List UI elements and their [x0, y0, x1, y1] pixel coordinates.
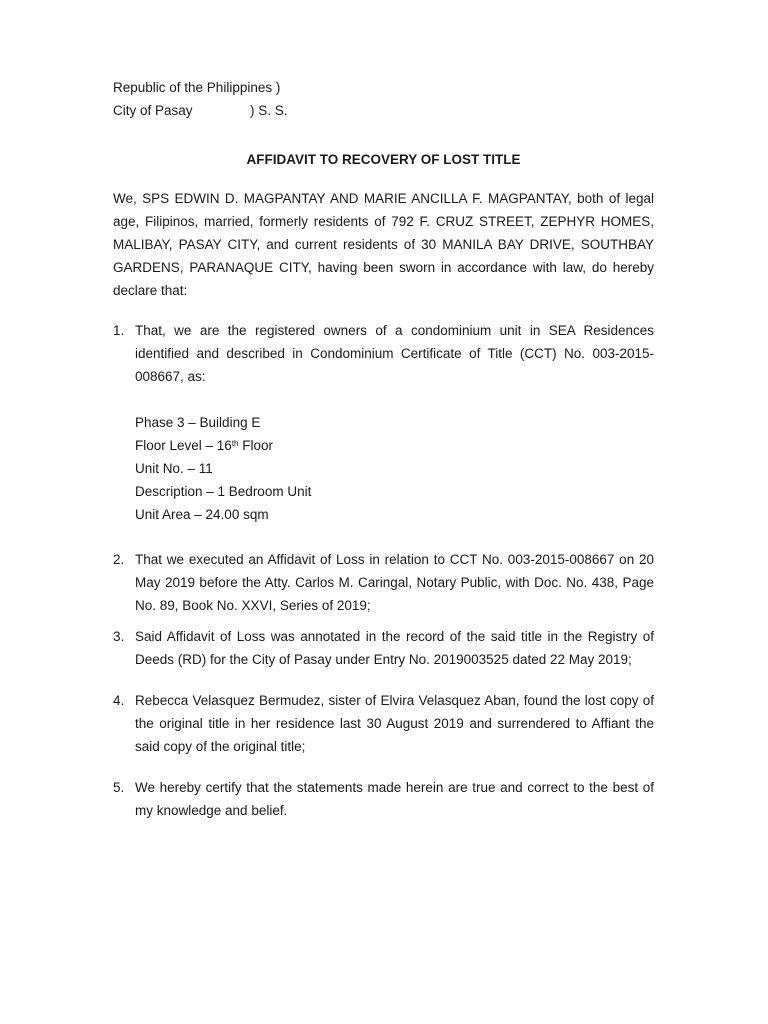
unit-floor — [135, 434, 654, 457]
item-body — [135, 319, 654, 526]
item-number: 3. — [113, 629, 125, 644]
venue-line-country — [113, 76, 654, 99]
venue-line-city — [113, 99, 654, 122]
item-number: 5. — [113, 780, 125, 795]
item-text: Rebecca Velasquez Bermudez, sister of Elvira Velasquez Aban, found the lost copy of the original title in her residence last 30 August 2019 and surrendered to Affiant the said copy of the original title; — [135, 693, 654, 754]
unit-area: Unit Area – 24.00 sqm — [135, 507, 269, 522]
item-text: We hereby certify that the statements made herein are true and correct to the best of my knowledge and belief. — [135, 780, 654, 818]
unit-floor-sup: th — [231, 439, 239, 448]
item-text: Said Affidavit of Loss was annotated in the record of the said title in the Registry of Deeds (RD) for the City of Pasay under Entry No. 2019003525 dated 22 May 2019; — [135, 629, 654, 667]
item-text: That, we are the registered owners of a condominium unit in SEA Residences identified and described in Condominium Certificate of Title (CCT) No. 003-2015-008667, as: — [135, 323, 654, 384]
unit-number: Unit No. – 11 — [135, 461, 213, 476]
venue-country: Republic of the Philippines ) — [113, 80, 281, 95]
item-number: 4. — [113, 693, 125, 708]
declaration-item — [113, 548, 654, 617]
venue-ss: ) S. S. — [250, 103, 288, 118]
venue-block — [113, 76, 654, 122]
declaration-item — [113, 319, 654, 526]
item-number: 2. — [113, 552, 125, 567]
declaration-list — [113, 319, 654, 822]
intro-paragraph: We, SPS EDWIN D. MAGPANTAY AND MARIE ANCILLA F. MAGPANTAY, both of legal age, Filipinos, married, formerly residents of 792 F. CRUZ STREET, ZEPHYR HOMES, MALIBAY, PASAY CITY, and current residents of 30 MANILA BAY DRIVE, SOUTHBAY GARDENS, PARANAQUE CITY, having been sworn in accordance with law, do hereby declare that: — [113, 191, 654, 298]
unit-details — [135, 411, 654, 526]
unit-description: Description – 1 Bedroom Unit — [135, 484, 312, 499]
unit-floor-prefix: Floor Level – 16 — [135, 438, 232, 453]
item-text: That we executed an Affidavit of Loss in relation to CCT No. 003-2015-008667 on 20 May 2019 before the Atty. Carlos M. Caringal, Notary Public, with Doc. No. 438, Page No. 89, Book No. XXVI, Series of 2019; — [135, 552, 654, 613]
item-number: 1. — [113, 323, 125, 338]
affidavit-document — [113, 76, 654, 822]
declaration-item — [113, 625, 654, 671]
document-title: AFFIDAVIT TO RECOVERY OF LOST TITLE — [246, 152, 521, 167]
venue-city: City of Pasay — [113, 103, 193, 118]
unit-phase: Phase 3 – Building E — [135, 415, 261, 430]
declaration-item — [113, 776, 654, 822]
declaration-item — [113, 689, 654, 758]
unit-floor-suffix: Floor — [238, 438, 273, 453]
